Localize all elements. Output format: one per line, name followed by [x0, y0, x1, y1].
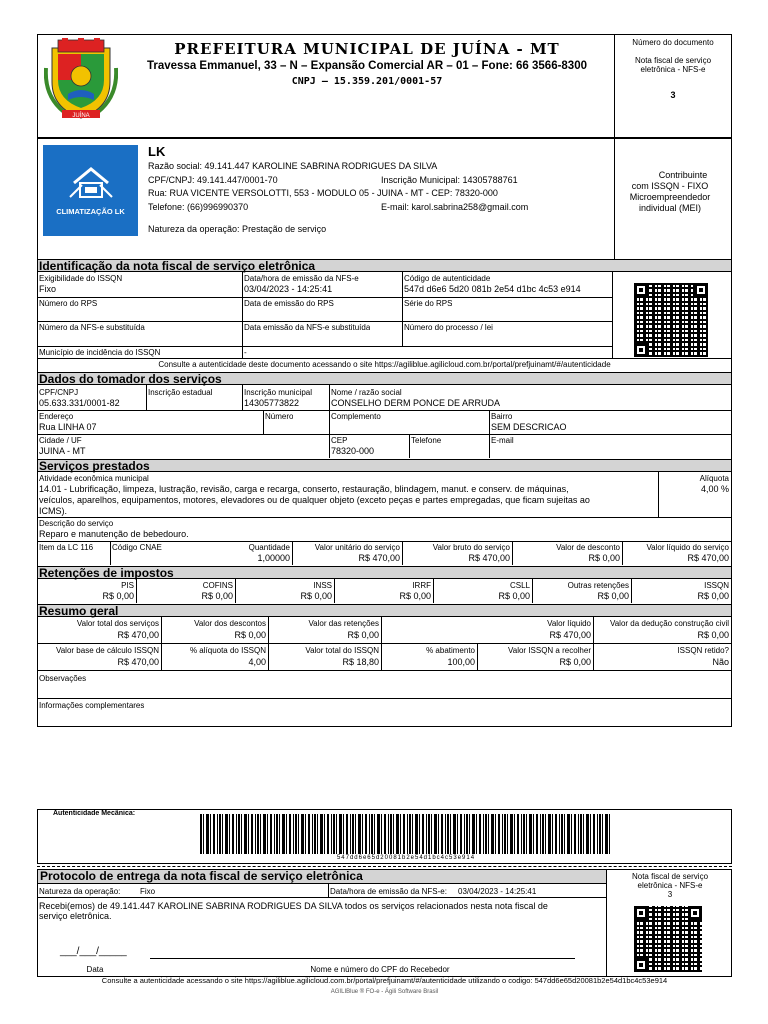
valor-bruto-label: Valor bruto do serviço — [432, 543, 510, 552]
resumo-deducao-value: R$ 0,00 — [697, 630, 729, 640]
tomador-complemento-label: Complemento — [331, 412, 381, 421]
municipio-label: Município de incidência do ISSQN — [39, 348, 161, 357]
header-address: Travessa Emmanuel, 33 – N – Expansão Comercial AR – 01 – Fone: 66 3566-8300 — [147, 60, 587, 72]
doc-number: 3 — [670, 90, 676, 100]
valor-desconto-value: R$ 0,00 — [588, 553, 620, 563]
consulte-autenticidade: Consulte a autenticidade deste documento acessando o site https://agiliblue.agilicloud.com.br/portal/prefjuinamt/#/autenticidade — [158, 360, 611, 369]
tomador-cep-value: 78320-000 — [331, 446, 375, 456]
data-emissao-label: Data/hora de emissão da NFS-e — [244, 274, 359, 283]
barcode-text: 547dd6e65d20081b2e54d1bc4c53e914 — [336, 855, 476, 861]
tomador-im-value: 14305773822 — [244, 398, 300, 408]
regime-line-2: com ISSQN - FIXO — [631, 181, 709, 191]
resumo-liquido-label: Valor líquido — [547, 619, 591, 628]
aliquota-label: Alíquota — [699, 474, 729, 483]
resumo-abatimento-value: 100,00 — [447, 657, 475, 667]
tomador-im-label: Inscrição municipal — [244, 388, 313, 397]
doc-type: Nota fiscal de serviço eletrônica - NFS-e — [634, 56, 712, 74]
tomador-cpf-value: 05.633.331/0001-82 — [39, 398, 120, 408]
provider-email: E-mail: karol.sabrina258@gmail.com — [381, 202, 529, 212]
tomador-bairro-label: Bairro — [491, 412, 513, 421]
header-title: PREFEITURA MUNICIPAL DE JUÍNA - MT — [174, 40, 560, 58]
section-resumo: Resumo geral — [38, 604, 731, 617]
descricao-value: Reparo e manutenção de bebedouro. — [39, 529, 189, 539]
resumo-retencoes-value: R$ 0,00 — [347, 630, 379, 640]
substituida-data-label: Data emissão da NFS-e substituída — [244, 323, 371, 332]
provider-razao: Razão social: 49.141.447 KAROLINE SABRINA RODRIGUES DA SILVA — [148, 161, 438, 171]
provider-natureza: Natureza da operação: Prestação de serviço — [148, 224, 327, 234]
protocolo-doc-number: 3 — [667, 890, 673, 899]
regime-line-3: Microempreendedor — [629, 192, 711, 202]
protocolo-data-label: Data/hora de emissão da NFS-e: — [330, 887, 447, 896]
ret-inss-label: INSS — [313, 581, 332, 590]
municipal-crest-image — [44, 38, 118, 120]
protocolo-title: Protocolo de entrega da nota fiscal de serviço eletrônica — [38, 870, 606, 884]
protocolo-recebi-line-1: Recebi(emos) de 49.141.447 KAROLINE SABRINA RODRIGUES DA SILVA todos os serviços relacionados nesta nota fiscal de — [39, 901, 548, 911]
resumo-total-label: Valor total dos serviços — [76, 619, 159, 628]
rps-label: Número do RPS — [39, 299, 98, 308]
protocolo-qr-code-image — [634, 906, 702, 972]
ret-pis-value: R$ 0,00 — [102, 591, 134, 601]
footer-credit: AGILIBlue ® FO-e - Ágili Software Brasil — [330, 989, 439, 995]
barcode-image — [200, 814, 612, 854]
section-tomador: Dados do tomador dos serviços — [38, 372, 731, 385]
aliquota-value: 4,00 % — [700, 484, 729, 494]
descricao-label: Descrição do serviço — [39, 519, 114, 528]
atividade-line-2: veículos, aparelhos, equipamentos, motores, elevadores ou de qualquer objeto (exceto peças e partes empregadas, que ficam sujeitas ao — [39, 495, 590, 505]
resumo-abatimento-label: % abatimento — [426, 646, 475, 655]
tomador-ie-label: Inscrição estadual — [148, 388, 213, 397]
protocolo-natureza-label: Natureza da operação: — [39, 887, 121, 896]
tomador-cidade-value: JUINA - MT — [39, 446, 86, 456]
processo-label: Número do processo / lei — [404, 323, 493, 332]
signature-name-caption: Nome e número do CPF do Recebedor — [310, 965, 450, 974]
resumo-retido-label: ISSQN retido? — [677, 646, 729, 655]
tomador-endereco-label: Endereço — [39, 412, 74, 421]
resumo-aliquota-label: % alíquota do ISSQN — [189, 646, 266, 655]
tomador-numero-label: Número — [265, 412, 294, 421]
signature-date-caption: Data — [86, 965, 104, 974]
header-cnpj: CNPJ – 15.359.201/0001-57 — [291, 76, 443, 87]
observacoes-label: Observações — [39, 674, 87, 683]
ret-cofins-value: R$ 0,00 — [201, 591, 233, 601]
ret-csll-label: CSLL — [509, 581, 530, 590]
resumo-recolher-value: R$ 0,00 — [559, 657, 591, 667]
municipio-value: - — [244, 348, 247, 357]
resumo-total-value: R$ 470,00 — [117, 630, 159, 640]
provider-logo-text: CLIMATIZAÇÃO LK — [56, 207, 125, 216]
provider-logo — [43, 145, 138, 236]
cut-line — [37, 866, 732, 867]
atividade-label: Atividade econômica municipal — [39, 474, 149, 483]
valor-unitario-label: Valor unitário do serviço — [314, 543, 400, 552]
rps-data-label: Data de emissão do RPS — [244, 299, 334, 308]
tomador-cep-label: CEP — [331, 436, 348, 445]
crest-text: JUÍNA — [72, 113, 90, 119]
valor-liquido-servico-value: R$ 470,00 — [687, 553, 729, 563]
ret-csll-value: R$ 0,00 — [498, 591, 530, 601]
resumo-liquido-value: R$ 470,00 — [549, 630, 591, 640]
valor-liquido-servico-label: Valor líquido do serviço — [646, 543, 729, 552]
signature-line[interactable] — [150, 958, 575, 959]
resumo-deducao-label: Valor da dedução construção civil — [609, 619, 729, 628]
valor-unitario-value: R$ 470,00 — [358, 553, 400, 563]
quantidade-label: Quantidade — [248, 543, 290, 552]
protocolo-consulte: Consulte a autenticidade acessando o site https://agiliblue.agilicloud.com.br/portal/prefjuinamt/#/autenticidade utilizando o codigo: 547dd6e65d20081b2e54d1bc4c53e914 — [101, 976, 668, 985]
section-identificacao: Identificação da nota fiscal de serviço eletrônica — [38, 259, 731, 272]
tomador-cpf-label: CPF/CNPJ — [39, 388, 79, 397]
rps-serie-label: Série do RPS — [404, 299, 453, 308]
exigibilidade-label: Exigibilidade do ISSQN — [39, 274, 123, 283]
resumo-total-issqn-value: R$ 18,80 — [342, 657, 379, 667]
provider-im: Inscrição Municipal: 14305788761 — [381, 175, 518, 185]
ret-irrf-value: R$ 0,00 — [399, 591, 431, 601]
regime-line-1: Contribuinte — [658, 170, 708, 180]
tomador-endereco-value: Rua LINHA 07 — [39, 422, 97, 432]
provider-address: Rua: RUA VICENTE VERSOLOTTI, 553 - MODULO 05 - JUINA - MT - CEP: 78320-000 — [148, 188, 498, 198]
provider-cpf: CPF/CNPJ: 49.141.447/0001-70 — [148, 175, 278, 185]
protocolo-doc-type: Nota fiscal de serviço eletrônica - NFS-e — [631, 872, 709, 890]
resumo-base-label: Valor base de cálculo ISSQN — [55, 646, 159, 655]
ret-outras-value: R$ 0,00 — [597, 591, 629, 601]
atividade-line-3: ICMS). — [39, 506, 67, 516]
resumo-descontos-value: R$ 0,00 — [234, 630, 266, 640]
quantidade-value: 1,00000 — [257, 553, 290, 563]
cnae-label: Código CNAE — [112, 543, 162, 552]
doc-number-label: Número do documento — [632, 38, 714, 47]
tomador-nome-value: CONSELHO DERM PONCE DE ARRUDA — [331, 398, 501, 408]
codigo-autenticidade-value: 547d d6e6 5d20 081b 2e54 d1bc 4c53 e914 — [404, 284, 581, 294]
section-servicos: Serviços prestados — [38, 459, 731, 472]
regime-line-4: individual (MEI) — [638, 203, 702, 213]
ret-inss-value: R$ 0,00 — [300, 591, 332, 601]
resumo-base-value: R$ 470,00 — [117, 657, 159, 667]
tomador-telefone-label: Telefone — [411, 436, 442, 445]
mecanica-label: Autenticidade Mecânica: — [53, 810, 136, 817]
ret-outras-label: Outras retenções — [567, 581, 629, 590]
qr-code-image — [634, 283, 708, 357]
provider-name: LK — [148, 144, 166, 159]
tomador-email-label: E-mail — [491, 436, 514, 445]
house-tools-icon — [68, 165, 114, 201]
valor-desconto-label: Valor de desconto — [556, 543, 620, 552]
resumo-retido-value: Não — [712, 657, 729, 667]
resumo-retencoes-label: Valor das retenções — [308, 619, 379, 628]
data-emissao-value: 03/04/2023 - 14:25:41 — [244, 284, 333, 294]
provider-phone: Telefone: (66)996990370 — [148, 202, 249, 212]
tomador-cidade-label: Cidade / UF — [39, 436, 82, 445]
ret-issqn-label: ISSQN — [704, 581, 729, 590]
protocolo-data-value: 03/04/2023 - 14:25:41 — [458, 887, 537, 896]
substituida-label: Número da NFS-e substituída — [39, 323, 145, 332]
protocolo-natureza-value: Fixo — [140, 887, 156, 896]
exigibilidade-value: Fixo — [39, 284, 57, 294]
ret-issqn-value: R$ 0,00 — [697, 591, 729, 601]
tomador-bairro-value: SEM DESCRICAO — [491, 422, 567, 432]
ret-irrf-label: IRRF — [412, 581, 431, 590]
resumo-aliquota-value: 4,00 — [248, 657, 266, 667]
section-retencoes: Retenções de impostos — [38, 566, 731, 579]
tomador-nome-label: Nome / razão social — [331, 388, 402, 397]
resumo-recolher-label: Valor ISSQN a recolher — [508, 646, 591, 655]
codigo-autenticidade-label: Código de autenticidade — [404, 274, 491, 283]
atividade-line-1: 14.01 - Lubrificação, limpeza, lustração, revisão, carga e recarga, conserto, restauração, blindagem, manut. e conserv. de máquinas, — [39, 484, 569, 494]
protocolo-recebi-line-2: serviço eletrônica. — [39, 911, 112, 921]
informacoes-label: Informações complementares — [39, 701, 145, 710]
valor-bruto-value: R$ 470,00 — [468, 553, 510, 563]
ret-pis-label: PIS — [121, 581, 134, 590]
resumo-descontos-label: Valor dos descontos — [194, 619, 266, 628]
signature-date-field[interactable]: ___/___/_____ — [60, 946, 127, 957]
item-lc-label: Item da LC 116 — [39, 543, 94, 552]
resumo-total-issqn-label: Valor total do ISSQN — [305, 646, 379, 655]
ret-cofins-label: COFINS — [202, 581, 233, 590]
